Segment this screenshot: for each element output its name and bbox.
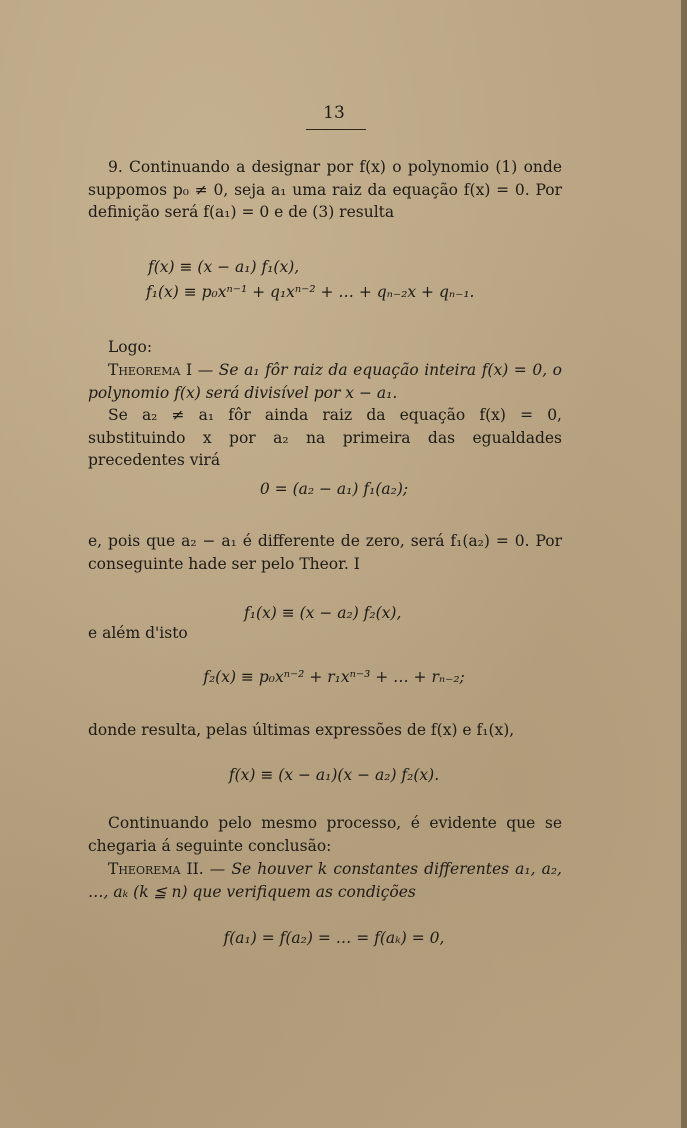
page-number: 13 [323,103,345,123]
equation-5: f₂(x) ≡ p₀xⁿ⁻² + r₁xⁿ⁻³ + … + rₙ₋₂; [203,668,465,686]
alem-text: e além d'isto [88,624,188,642]
theorem-2-label: Theorema II. [108,860,204,878]
page-edge [681,0,687,1128]
paragraph-se: Se a₂ ≠ a₁ fôr ainda raiz da equação f(x) = 0, substituindo x por a₂ na primeira das egualdades precedentes virá [88,406,562,469]
logo-label: Logo: [108,338,153,356]
paragraph-donde: donde resulta, pelas últimas expressões de f(x) e f₁(x), [88,721,515,739]
equation-4: f₁(x) ≡ (x − a₂) f₂(x), [244,604,402,622]
paragraph-9: 9. Continuando a designar por f(x) o polynomio (1) onde suppomos p₀ ≠ 0, seja a₁ uma raiz da equação f(x) = 0. Por definição será f(a₁) = 0 e de (3) resulta [88,158,562,221]
paragraph-pois: e, pois que a₂ − a₁ é differente de zero, será f₁(a₂) = 0. Por conseguinte hade ser pelo Theor. I [88,532,562,573]
header-rule [306,129,366,130]
theorem-1-label: Theorema I [108,361,193,379]
equation-6: f(x) ≡ (x − a₁)(x − a₂) f₂(x). [228,766,440,784]
theorem-1-statement: — Se a₁ fôr raiz da equação inteira f(x) = 0, o polynomio f(x) será divisível por x − a₁. [88,361,562,402]
theorem-1 [88,359,562,404]
theorem-2 [88,858,562,903]
equation-3: 0 = (a₂ − a₁) f₁(a₂); [259,480,409,498]
theorem-2-statement: — Se houver k constantes differentes a₁, a₂, …, aₖ (k ≦ n) que verifiquem as condições [88,860,562,901]
equation-7: f(a₁) = f(a₂) = … = f(aₖ) = 0, [223,929,445,947]
equation-2: f₁(x) ≡ p₀xⁿ⁻¹ + q₁xⁿ⁻² + … + qₙ₋₂x + qₙ₋₁. [146,283,475,301]
paragraph-continuando: Continuando pelo mesmo processo, é evidente que se chegaria á seguinte conclusão: [88,814,562,855]
equation-1: f(x) ≡ (x − a₁) f₁(x), [148,258,300,276]
